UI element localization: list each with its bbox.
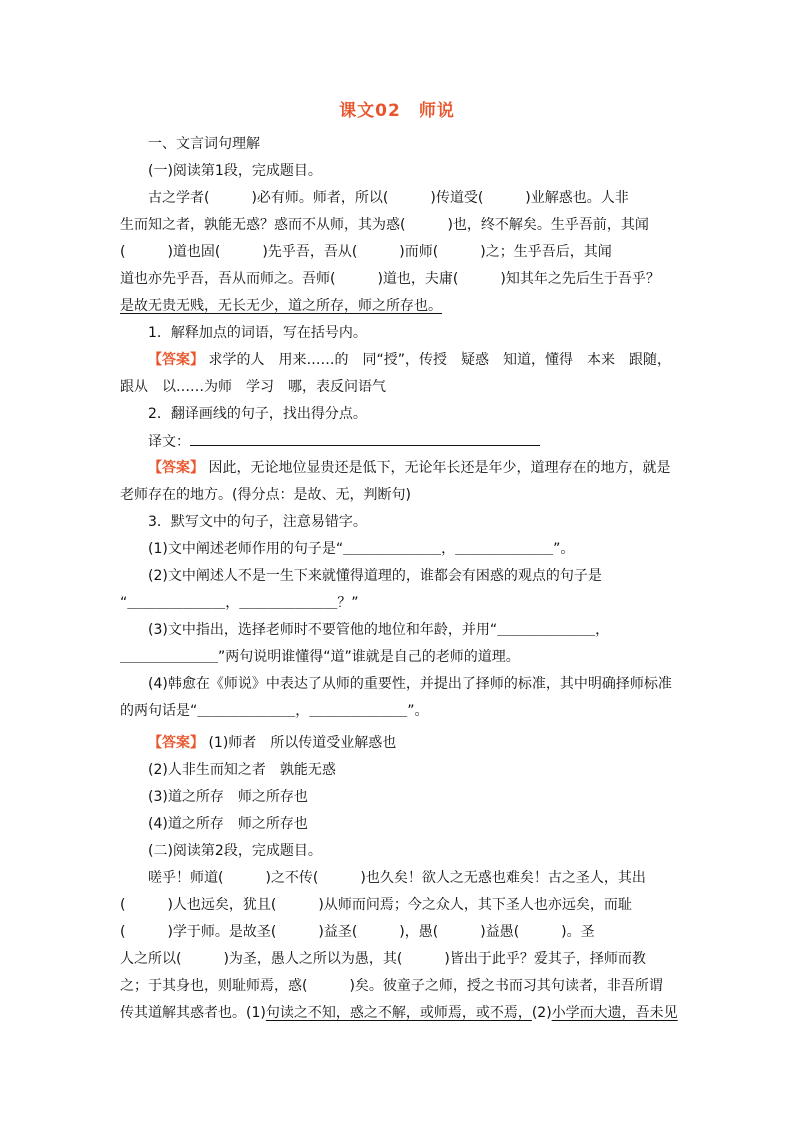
sub-heading: (二)阅读第2段，完成题目。: [148, 843, 322, 859]
underlined-sentence: 是故无贵无贱，无长无少，道之所存，师之所存也。: [120, 298, 442, 314]
question: ＿＿＿＿＿＿＿”两句说明谁懂得“道”谁就是自己的老师的道理。: [120, 649, 520, 665]
text-line: 嗟乎！师道( )之不传( )也久矣！欲人之无惑也难矣！古之圣人，其出: [148, 870, 646, 886]
answer-line: [148, 350, 671, 370]
question: 的两句话是“＿＿＿＿＿＿＿，＿＿＿＿＿＿＿”。: [120, 703, 429, 719]
text-line: 人之所以( )为圣，愚人之所以为愚，其( )皆出于此乎？爱其子，择师而教: [120, 951, 646, 967]
translation-blank[interactable]: [190, 431, 540, 446]
question: (3)文中指出，选择老师时不要管他的地位和年龄，并用“＿＿＿＿＿＿＿，: [148, 622, 610, 638]
question: 3．默写文中的句子，注意易错字。: [148, 514, 367, 530]
sub-heading: (一)阅读第1段，完成题目。: [148, 163, 322, 179]
answer-tag: 【答案】: [148, 352, 204, 368]
translation-line: [148, 431, 540, 452]
underlined-sentence: 小学而大遗，吾未见: [551, 1005, 678, 1021]
text-line: [120, 1003, 678, 1023]
page-title: 课文02 师说: [339, 101, 455, 121]
answer-text: 老师存在的地方。(得分点：是故、无，判断句): [120, 487, 411, 503]
answer-line: [148, 733, 396, 753]
answer-text: 因此，无论地位显贵还是低下，无论年长还是年少，道理存在的地方，就是: [208, 460, 671, 476]
question: “＿＿＿＿＿＿＿，＿＿＿＿＿＿＿？”: [120, 595, 359, 611]
text-line: 道也亦先乎吾，吾从而师之。吾师( )道也，夫庸( )知其年之先后生于吾乎？: [120, 271, 660, 287]
answer-text: (3)道之所存 师之所存也: [148, 789, 308, 805]
answer-text: 跟从 以……为师 学习 哪，表反问语气: [120, 379, 386, 395]
text-line: ( )道也固( )先乎吾，吾从( )而师( )之；生乎吾后，其闻: [120, 244, 612, 260]
question: 1．解释加点的词语，写在括号内。: [148, 325, 367, 341]
answer-text: 求学的人 用来……的 同“授”，传授 疑惑 知道，懂得 本来 跟随，: [208, 352, 671, 368]
section-heading: 一、文言词句理解: [148, 136, 260, 152]
answer-text: (4)道之所存 师之所存也: [148, 816, 308, 832]
answer-tag: 【答案】: [148, 460, 204, 476]
answer-text: (2)人非生而知之者 孰能无惑: [148, 762, 336, 778]
text-line: 之；于其身也，则耻师焉，惑( )矣。彼童子之师，授之书而习其句读者，非吾所谓: [120, 978, 663, 994]
text-line: ( )学于师。是故圣( )益圣( )，愚( )益愚( )。圣: [120, 924, 595, 940]
text-segment: 传其道解其惑者也。(1): [120, 1005, 266, 1021]
text-line: ( )人也远矣，犹且( )从师而问焉；今之众人，其下圣人也亦远矣，而耻: [120, 897, 632, 913]
underlined-sentence: 句读之不知，惑之不解，或师焉，或不焉，: [265, 1005, 532, 1021]
text-line: 古之学者( )必有师。师者，所以( )传道受( )业解惑也。人非: [148, 190, 629, 206]
answer-text: (1)师者 所以传道受业解惑也: [208, 735, 397, 751]
text-segment: (2): [531, 1005, 552, 1021]
translation-label: 译文：: [148, 434, 190, 450]
question: 2．翻译画线的句子，找出得分点。: [148, 406, 367, 422]
question: (1)文中阐述老师作用的句子是“＿＿＿＿＿＿＿，＿＿＿＿＿＿＿”。: [148, 541, 575, 557]
question: (4)韩愈在《师说》中表达了从师的重要性，并提出了择师的标准，其中明确择师标准: [148, 676, 672, 692]
answer-line: [148, 458, 670, 478]
question: (2)文中阐述人不是一生下来就懂得道理的，谁都会有困惑的观点的句子是: [148, 568, 602, 584]
answer-tag: 【答案】: [148, 735, 204, 751]
text-line: 生而知之者，孰能无惑？惑而不从师，其为惑( )也，终不解矣。生乎吾前，其闻: [120, 217, 649, 233]
